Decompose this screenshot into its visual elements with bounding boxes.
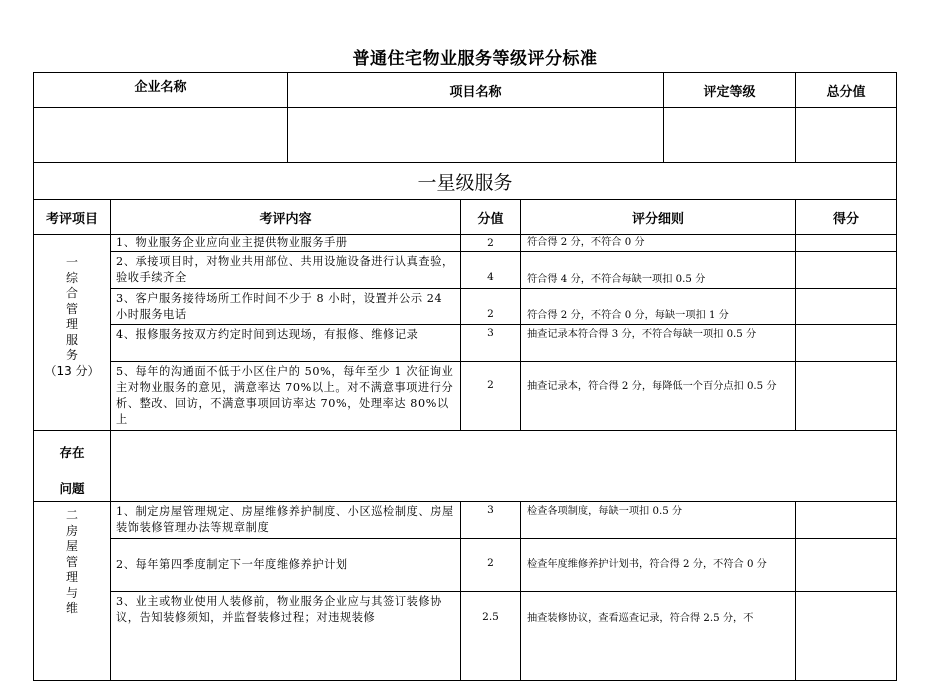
- col-item-header: [33, 199, 111, 235]
- company-name-label: 企业名称: [134, 80, 187, 95]
- section1-row5-score: 2: [460, 361, 521, 431]
- section2-row3-score: 2.5: [460, 591, 521, 681]
- col-content-header: [110, 199, 461, 235]
- grade-header: [663, 72, 796, 108]
- section2-char: 理: [65, 570, 78, 584]
- issues-label: [33, 430, 111, 502]
- section2-char: 与: [65, 585, 78, 600]
- section2-row1-content: 1、制定房屋管理规定、房屋维修养护制度、小区巡检制度、房屋装饰装修管理办法等规章制度: [110, 501, 461, 539]
- col-got-header: [795, 199, 897, 235]
- grade-value: [663, 107, 796, 163]
- service-level-title: [33, 162, 897, 200]
- section1-row1-content: 1、物业服务企业应向业主提供物业服务手册: [110, 234, 461, 252]
- section1-row3-detail: 符合得 2 分，不符合 0 分，每缺一项扣 1 分: [520, 288, 796, 325]
- section2-row3-got: [795, 591, 897, 681]
- section2-row2-detail: 检查年度维修养护计划书，符合得 2 分，不符合 0 分: [520, 538, 796, 592]
- section1-row1-detail: 符合得 2 分，不符合 0 分: [520, 234, 796, 252]
- section2-row2-content: 2、每年第四季度制定下一年度维修养护计划: [110, 538, 461, 592]
- col-detail-header: [520, 199, 796, 235]
- section2-row3-content: 3、业主或物业使用人装修前，物业服务企业应与其签订装修协议，告知装修须知，并监督装修过程；对违规装修: [110, 591, 461, 681]
- section1-row4-detail: 抽查记录本符合得 3 分，不符合每缺一项扣 0.5 分: [520, 324, 796, 362]
- section2-row1-got: [795, 501, 897, 539]
- section1-char: 务: [65, 348, 78, 362]
- section1-row5-content: 5、每年的沟通面不低于小区住户的 50%，每年至少 1 次征询业主对物业服务的意见，满意率达 70%以上。对不满意事项进行分析、整改、回访，不满意事项回访率达 70%，处理率达 80%以上: [110, 361, 461, 431]
- section1-row4-got: [795, 324, 897, 362]
- service-level-text: 一星级服务: [417, 171, 513, 194]
- section2-char: 屋: [65, 539, 78, 553]
- section1-points: （13 分）: [44, 363, 100, 378]
- col-item-label: 考评项目: [45, 211, 98, 227]
- total-score-value: [795, 107, 897, 163]
- issues-line2: 问题: [59, 481, 85, 496]
- issues-content: [110, 430, 897, 502]
- project-name-value: [287, 107, 664, 163]
- section1-row2-detail: 符合得 4 分，不符合每缺一项扣 0.5 分: [520, 251, 796, 289]
- section2-char: 房: [65, 523, 78, 538]
- total-score-header: [795, 72, 897, 108]
- section1-row1-score: 2: [460, 234, 521, 252]
- section2-label: [33, 501, 111, 681]
- section1-row4-content: 4、报修服务按双方约定时间到达现场，有报修、维修记录: [110, 324, 461, 362]
- section1-char: 理: [65, 317, 78, 331]
- section1-row3-content: 3、客户服务接待场所工作时间不少于 8 小时，设置并公示 24 小时服务电话: [110, 288, 461, 325]
- company-name-value: [33, 107, 288, 163]
- section1-char: 合: [65, 286, 78, 300]
- section2-char: 二: [65, 508, 78, 522]
- section2-row1-detail: 检查各项制度，每缺一项扣 0.5 分: [520, 501, 796, 539]
- section1-row2-got: [795, 251, 897, 289]
- section2-row1-score: 3: [460, 501, 521, 539]
- section2-char: 管: [65, 554, 78, 569]
- company-name-header: [33, 72, 288, 108]
- col-detail-label: 评分细则: [631, 211, 684, 227]
- section1-row1-got: [795, 234, 897, 252]
- col-score-header: [460, 199, 521, 235]
- section1-row5-got: [795, 361, 897, 431]
- section1-char: 综: [65, 270, 78, 285]
- section2-row2-score: 2: [460, 538, 521, 592]
- section1-row2-score: 4: [460, 251, 521, 289]
- total-score-label: 总分值: [826, 84, 866, 100]
- section1-char: 一: [65, 255, 78, 269]
- section1-char: 服: [65, 332, 78, 347]
- grade-label: 评定等级: [703, 84, 756, 100]
- col-score-label: 分值: [477, 211, 504, 227]
- col-content-label: 考评内容: [259, 211, 312, 227]
- section1-row3-score: 2: [460, 288, 521, 325]
- project-name-label: 项目名称: [449, 84, 502, 100]
- section2-row3-detail: 抽查装修协议，查看巡查记录，符合得 2.5 分，不: [520, 591, 796, 681]
- section1-row4-score: 3: [460, 324, 521, 362]
- section2-char: 维: [65, 601, 78, 615]
- document-title: 普通住宅物业服务等级评分标准: [352, 49, 598, 69]
- col-got-label: 得分: [832, 211, 859, 227]
- project-name-header: [287, 72, 664, 108]
- section1-row2-content: 2、承接项目时，对物业共用部位、共用设施设备进行认真查验，验收手续齐全: [110, 251, 461, 289]
- section2-row2-got: [795, 538, 897, 592]
- section1-char: 管: [65, 301, 78, 316]
- section1-label: [33, 234, 111, 431]
- section1-row3-got: [795, 288, 897, 325]
- issues-line1: 存在: [59, 445, 85, 460]
- section1-row5-detail: 抽查记录本，符合得 2 分，每降低一个百分点扣 0.5 分: [520, 361, 796, 431]
